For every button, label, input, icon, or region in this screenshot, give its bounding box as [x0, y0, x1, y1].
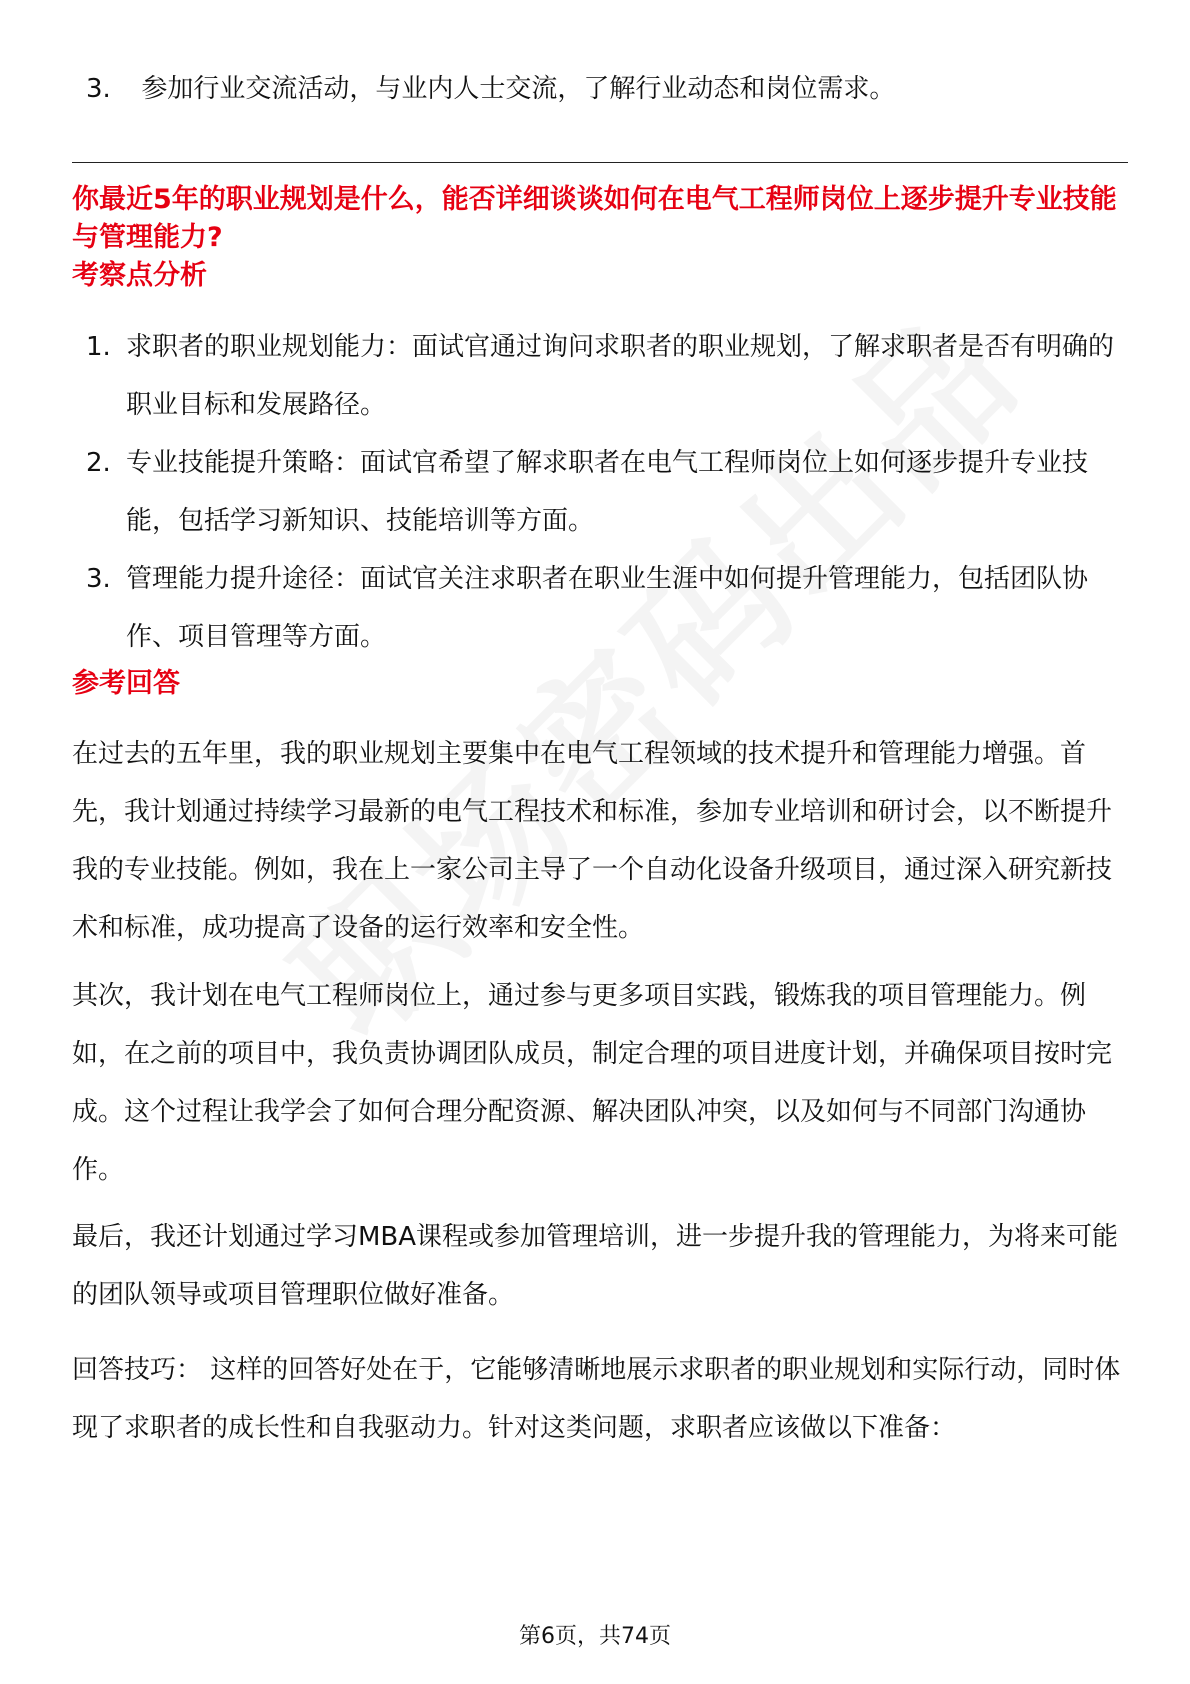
answer-paragraph: 最后，我还计划通过学习MBA课程或参加管理培训，进一步提升我的管理能力，为将来可能的团队领导或项目管理职位做好准备。: [72, 1222, 1119, 1310]
list-item-text: 求职者的职业规划能力：面试官通过询问求职者的职业规划，了解求职者是否有明确的职业目标和发展路径。: [126, 332, 1115, 420]
list-item: [86, 60, 1106, 118]
list-item-number: 3.: [86, 74, 111, 104]
list-item-text: 参加行业交流活动，与业内人士交流，了解行业动态和岗位需求。: [141, 74, 896, 104]
answer-title: 参考回答: [72, 668, 180, 699]
list-item-number: 3.: [86, 564, 111, 594]
question-heading: 你最近5年的职业规划是什么，能否详细谈谈如何在电气工程师岗位上逐步提升专业技能与管理能力?: [72, 184, 1117, 253]
list-item: [72, 318, 1128, 434]
list-item-number: 1.: [86, 332, 111, 362]
section-divider: [72, 162, 1128, 163]
analysis-list: [72, 318, 1128, 666]
answer-paragraph: 在过去的五年里，我的职业规划主要集中在电气工程领域的技术提升和管理能力增强。首先，我计划通过持续学习最新的电气工程技术和标准，参加专业培训和研讨会，以不断提升我的专业技能。例如，我在上一家公司主导了一个自动化设备升级项目，通过深入研究新技术和标准，成功提高了设备的运行效率和安全性。: [72, 739, 1113, 943]
list-item-text: 专业技能提升策略：面试官希望了解求职者在电气工程师岗位上如何逐步提升专业技能，包括学习新知识、技能培训等方面。: [126, 448, 1089, 536]
answer-tips-paragraph: 回答技巧： 这样的回答好处在于，它能够清晰地展示求职者的职业规划和实际行动，同时体现了求职者的成长性和自我驱动力。针对这类问题，求职者应该做以下准备：: [72, 1355, 1121, 1443]
page-number: 第6页，共74页: [519, 1624, 671, 1649]
list-item: [72, 550, 1128, 666]
list-item: [72, 434, 1128, 550]
analysis-title: 考察点分析: [72, 260, 207, 291]
answer-paragraph: 其次，我计划在电气工程师岗位上，通过参与更多项目实践，锻炼我的项目管理能力。例如，在之前的项目中，我负责协调团队成员，制定合理的项目进度计划，并确保项目按时完成。这个过程让我学会了如何合理分配资源、解决团队冲突，以及如何与不同部门沟通协作。: [72, 981, 1113, 1185]
list-item-number: 2.: [86, 448, 111, 478]
list-item-text: 管理能力提升途径：面试官关注求职者在职业生涯中如何提升管理能力，包括团队协作、项目管理等方面。: [126, 564, 1089, 652]
